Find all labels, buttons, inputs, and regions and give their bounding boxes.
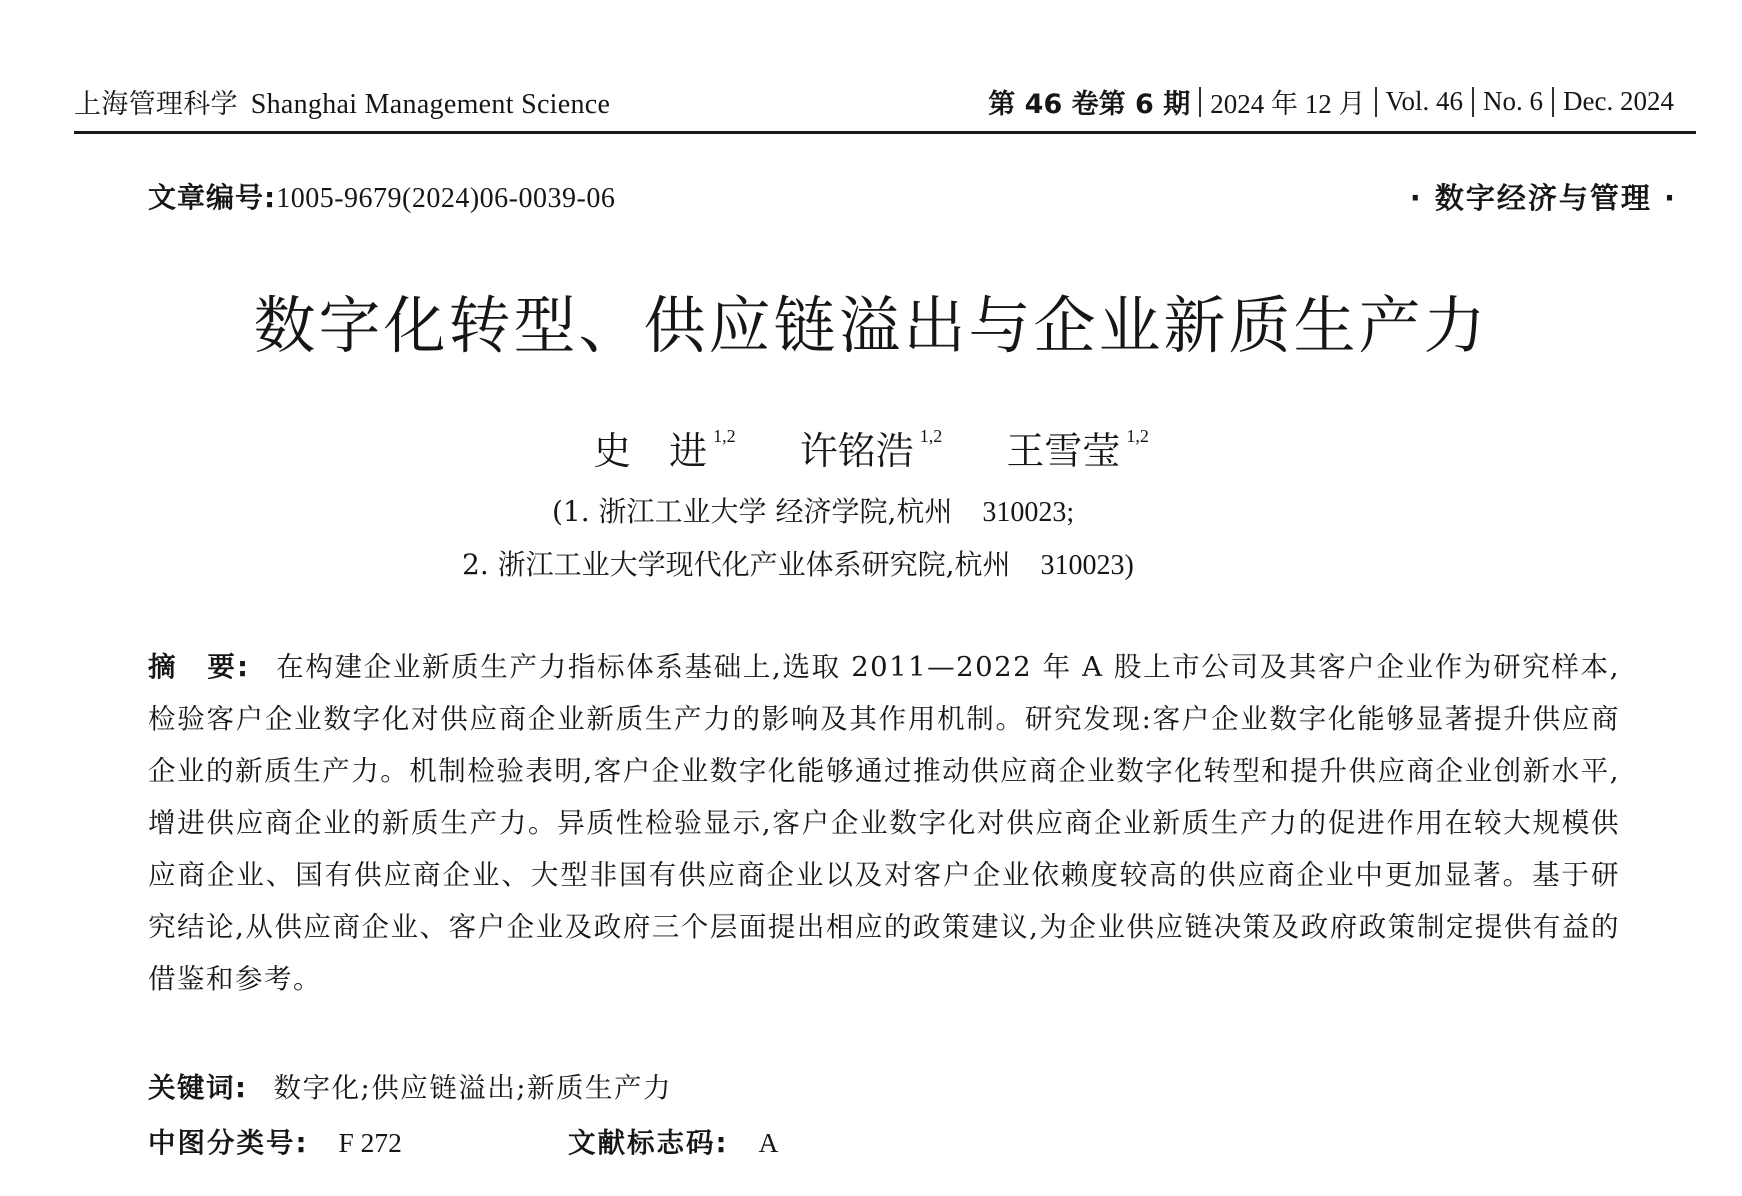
abstract [148,641,1620,1005]
classification-label: 中图分类号: [148,1127,309,1159]
issue-info [988,82,1674,121]
header-rule [74,131,1696,134]
author: 王雪莹 $^{1,2}$ [1006,426,1149,473]
keywords-text: 数字化;供应链溢出;新质生产力 [273,1072,673,1104]
affiliation-marker: 1,2 [919,426,943,446]
keywords [148,1065,672,1105]
document-code-value: A [758,1127,779,1158]
keywords-label: 关键词: [148,1072,248,1104]
paper-title: 数字化转型、供应链溢出与企业新质生产力 [253,289,1489,362]
issue-cn: 第 46 卷第 6 期 [988,89,1191,120]
affiliation-marker: 1,2 [713,426,736,446]
affiliation-1: (1. 浙江工业大学 经济学院,杭州 310023; [552,495,1075,528]
postal-code: 310023; [982,497,1075,528]
article-number [148,176,615,216]
classification-number [148,1120,402,1160]
document-code-label: 文献标志码: [568,1127,729,1159]
journal-name [74,82,610,121]
number: No. 6 [1483,86,1544,116]
journal-name-cn: 上海管理科学 [74,89,238,120]
document-code [568,1120,778,1160]
affiliation-2: 2. 浙江工业大学现代化产业体系研究院,杭州 310023) [462,548,1134,581]
volume: Vol. 46 [1385,86,1464,116]
journal-name-en: Shanghai Management Science [250,89,611,120]
abstract-label: 摘 要: [148,651,251,683]
abstract-text: 在构建企业新质生产力指标体系基础上,选取 2011—2022 年 A 股上市公司及其客户企业作为研究样本,检验客户企业数字化对供应商企业新质生产力的影响及其作用机制。研究发现:客户企业数字化能够显著提升供应商企业的新质生产力。机制检验表明,客户企业数字化能够通过推动供应商企业数字化转型和提升供应商企业创新水平,增进供应商企业的新质生产力。异质性检验显示,客户企业数字化对供应商企业新质生产力的促进作用在较大规模供应商企业、国有供应商企业、大型非国有供应商企业以及对客户企业依赖度较高的供应商企业中更加显著。基于研究结论,从供应商企业、客户企业及政府三个层面提出相应的政策建议,为企业供应链决策及政府政策制定提供有益的借鉴和参考。 [148,651,1621,995]
date-cn: 2024 年 12 月 [1210,89,1366,119]
author-list [0,420,1742,475]
author: 许铭浩 $^{1,2}$ [799,426,943,473]
author: 史 进 $^{1,2}$ [593,426,736,473]
postal-code: 310023) [1040,550,1134,581]
date-en: Dec. 2024 [1563,86,1674,116]
classification-value: F 272 [338,1127,402,1158]
column-name: · 数字经济与管理 · [1409,181,1677,215]
affiliation-marker: 1,2 [1126,426,1149,446]
article-number-label: 文章编号: [148,181,277,214]
article-number-value: 1005-9679(2024)06-0039-06 [276,183,616,214]
